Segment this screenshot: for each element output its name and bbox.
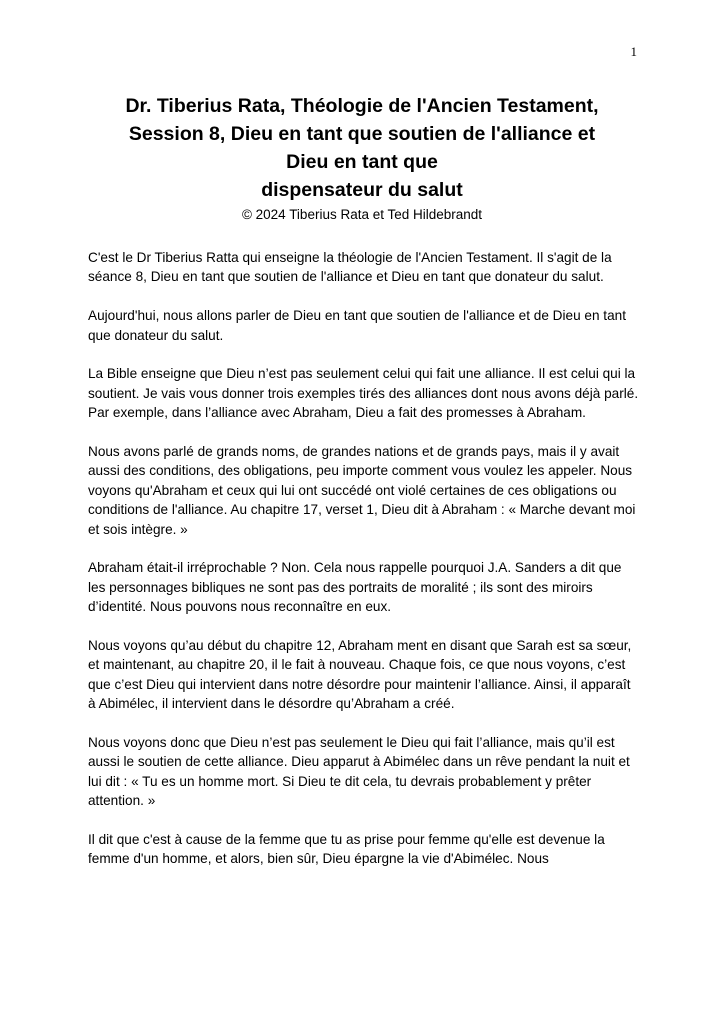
copyright-notice: © 2024 Tiberius Rata et Ted Hildebrandt: [241, 207, 483, 222]
body-paragraph: C'est le Dr Tiberius Ratta qui enseigne la théologie de l'Ancien Testament. Il s'agit de la séance 8, Dieu en tant que soutien de l'alliance et Dieu en tant que donateur du salut.: [88, 250, 612, 285]
body-paragraph: Nous avons parlé de grands noms, de grandes nations et de grands pays, mais il y avait aussi des conditions, des obligations, peu importe comment vous voulez les appeler. Nous voyons qu'Abraham et ceux qui lui ont succédé ont violé certaines de ces obligations ou conditions de l'alliance. Au chapitre 17, verset 1, Dieu dit à Abraham : « Marche devant moi et sois intègre. »: [88, 444, 636, 537]
page-number: 1: [630, 44, 637, 59]
body-paragraph: Nous voyons donc que Dieu n’est pas seulement le Dieu qui fait l’alliance, mais qu’il est aussi le soutien de cette alliance. Dieu apparut à Abimélec dans un rêve pendant la nuit et lui dit : « Tu es un homme mort. Si Dieu te dit cela, tu devrais probablement y prêter attention. »: [88, 735, 630, 809]
title-line: Dieu en tant que: [286, 151, 438, 173]
body-paragraph: Nous voyons qu’au début du chapitre 12, Abraham ment en disant que Sarah est sa sœur, et maintenant, au chapitre 20, il le fait à nouveau. Chaque fois, ce que nous voyons, c’est que c’est Dieu qui intervient dans notre désordre pour maintenir l’alliance. Ainsi, il apparaît à Abimélec, il intervient dans le désordre qu’Abraham a créé.: [88, 638, 632, 712]
title-line: Session 8, Dieu en tant que soutien de l'alliance et: [128, 123, 596, 145]
title-line: Dr. Tiberius Rata, Théologie de l'Ancien Testament,: [125, 95, 599, 117]
body-paragraph: La Bible enseigne que Dieu n’est pas seulement celui qui fait une alliance. Il est celui qui la soutient. Je vais vous donner trois exemples tirés des alliances dont nous avons déjà parlé. Par exemple, dans l’alliance avec Abraham, Dieu a fait des promesses à Abraham.: [88, 366, 639, 421]
title-block: [84, 92, 640, 224]
document-body: [88, 248, 640, 888]
title-line: dispensateur du salut: [261, 179, 463, 201]
body-paragraph: Aujourd'hui, nous allons parler de Dieu en tant que soutien de l'alliance et de Dieu en tant que donateur du salut.: [88, 308, 626, 343]
body-paragraph: Il dit que c'est à cause de la femme que tu as prise pour femme qu'elle est devenue la femme d'un homme, et alors, bien sûr, Dieu épargne la vie d'Abimélec. Nous: [88, 832, 605, 867]
document-title: [84, 92, 640, 204]
body-paragraph: Abraham était-il irréprochable ? Non. Cela nous rappelle pourquoi J.A. Sanders a dit que les personnages bibliques ne sont pas des portraits de moralité ; ils sont des miroirs d’identité. Nous pouvons nous reconnaître en eux.: [88, 560, 622, 615]
